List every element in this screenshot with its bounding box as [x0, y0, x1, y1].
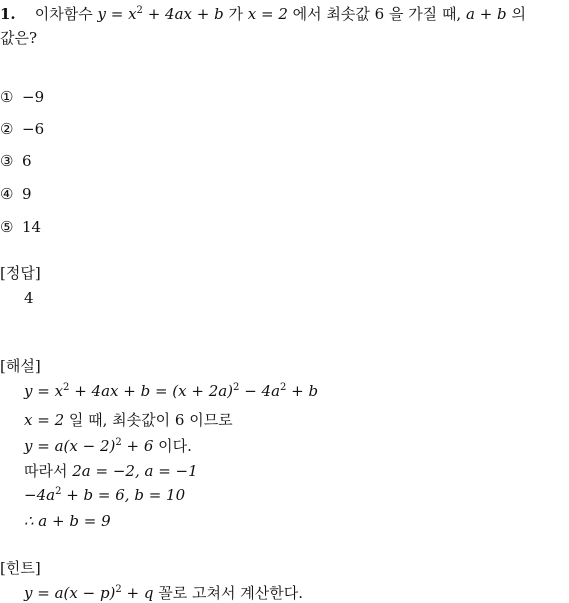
hint-label: [힌트]	[0, 559, 41, 577]
answer-label: [정답]	[0, 264, 41, 282]
math-function: $y = x^2 + 4ax + b$	[97, 5, 224, 23]
question-text: 의	[511, 5, 526, 23]
explanation-line-2: x = 2 일 때, 최솟값이 6 이므로	[24, 411, 233, 429]
option-4[interactable]	[0, 185, 32, 203]
option-mark: ③	[0, 152, 14, 170]
question-line-2: 값은?	[0, 29, 38, 47]
explanation-line-5: $-4a^2 + b = 6$, b = 10	[24, 486, 186, 504]
option-value: −9	[22, 88, 45, 106]
option-value: −6	[22, 120, 45, 138]
question-text: 가	[228, 5, 243, 23]
question-text: 이차함수	[34, 5, 93, 23]
option-mark: ②	[0, 120, 14, 138]
option-value: 9	[22, 185, 32, 203]
option-mark: ⑤	[0, 218, 14, 236]
answer-value: 4	[24, 289, 34, 307]
option-mark: ①	[0, 88, 14, 106]
option-1[interactable]	[0, 88, 44, 106]
option-value: 6	[22, 152, 32, 170]
math-condition: x = 2	[247, 5, 288, 23]
explanation-label: [해설]	[0, 357, 41, 375]
option-5[interactable]	[0, 218, 41, 236]
explanation-line-6: ∴ a + b = 9	[24, 512, 111, 530]
question-number: 1.	[0, 5, 16, 23]
explanation-line-4: 따라서 2a = −2, a = −1	[24, 462, 198, 480]
option-3[interactable]	[0, 152, 32, 170]
explanation-line-3: $y = a(x - 2)^2 + 6$ 이다.	[24, 437, 192, 455]
option-mark: ④	[0, 185, 14, 203]
hint-line-1: $y = a(x - p)^2 + q$ 꼴로 고쳐서 계산한다.	[24, 584, 303, 602]
option-value: 14	[22, 218, 42, 236]
question-line-1	[0, 3, 526, 24]
math-target: a + b	[466, 5, 507, 23]
explanation-line-1: $y = x^2 + 4ax + b = (x + 2a)^2 - 4a^2 + b$	[24, 382, 319, 400]
question-text: 에서 최솟값 6 을 가질 때,	[292, 5, 462, 23]
option-2[interactable]	[0, 120, 44, 138]
